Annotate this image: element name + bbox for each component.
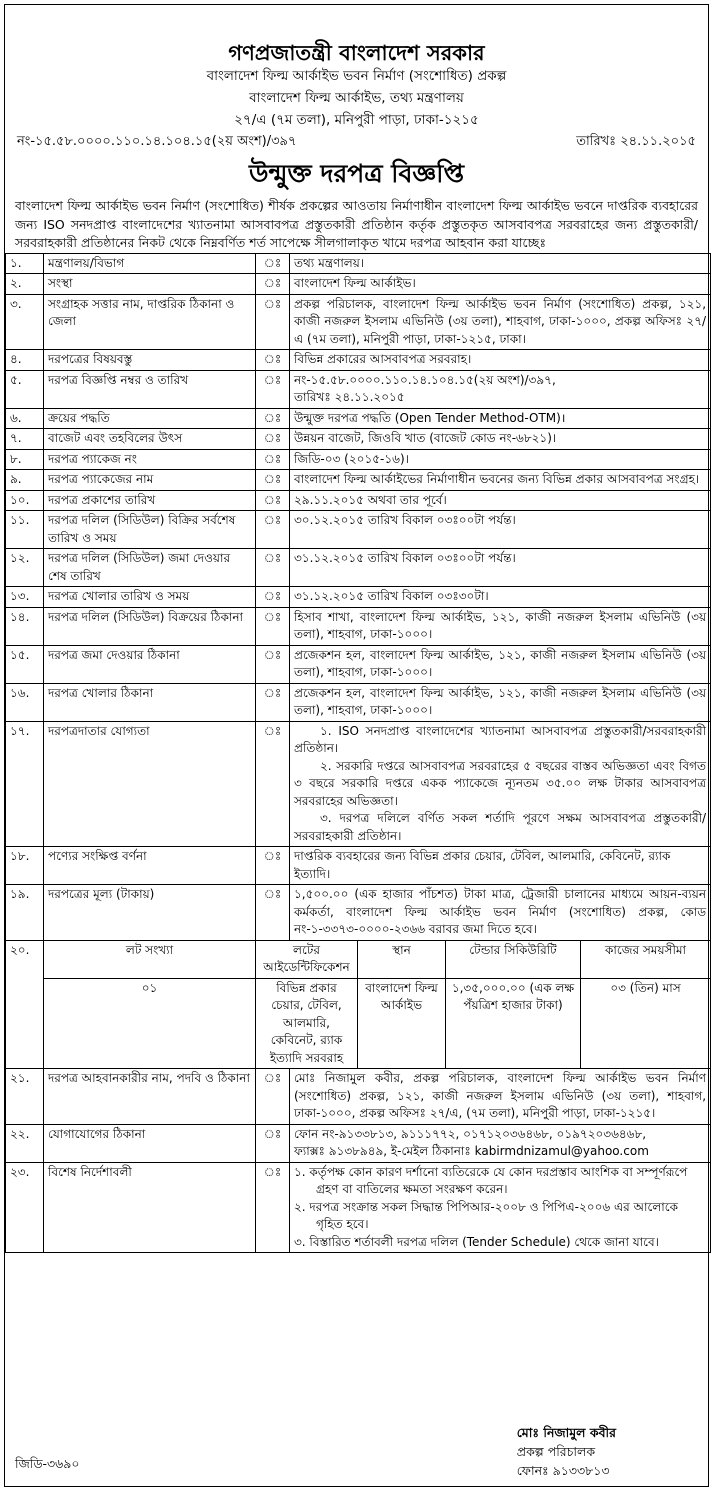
row-colon: ঃ	[256, 274, 290, 295]
row-colon: ঃ	[256, 294, 290, 350]
table-row-23	[6, 1162, 711, 1253]
row-value	[290, 511, 711, 549]
notice-title: উন্মুক্ত দরপত্র বিজ্ঞপ্তি	[248, 159, 464, 188]
row-label: দরপত্র প্যাকেজের নাম	[44, 470, 256, 491]
row-label: দরপত্র প্রকাশের তারিখ	[44, 490, 256, 511]
row-label: দরপত্র বিজ্ঞপ্তি নম্বর ও তারিখ	[44, 370, 256, 408]
row-value	[290, 607, 711, 645]
reference-line	[17, 131, 696, 153]
row-number: ১৫.	[6, 645, 44, 683]
row-value	[290, 294, 711, 350]
table-row	[6, 449, 711, 470]
row-colon: ঃ	[256, 449, 290, 470]
table-row	[6, 294, 711, 350]
email-link[interactable]: kabirmdnizamul@yahoo.com	[474, 1144, 649, 1158]
row-label: দরপত্র খোলার ঠিকানা	[44, 683, 256, 721]
intro-paragraph: বাংলাদেশ ফিল্ম আর্কাইভ ভবন নির্মাণ (সংশোধিত) শীর্ষক প্রকল্পের আওতায় নির্মাণাধীন বাংলাদেশ ফিল্ম আর্কাইভ ভবনে দাপ্তরিক ব্যবহারের জন্য ISO সনদপ্রাপ্ত বাংলাদেশের খ্যাতনামা আসবাবপত্র প্রস্তুতকারী প্রতিষ্ঠান কর্তৃক প্রস্তুতকৃত আসবাবপত্র সরবরাহের জন্য প্রস্তুতকারী/সরবরাহকারী প্রতিষ্ঠানের নিকট থেকে নিম্নবর্ণিত শর্ত সাপেক্ষে সীলগালাকৃত খামে দরপত্র আহবান করা যাচ্ছেঃ	[15, 198, 698, 250]
row-value	[290, 587, 711, 608]
tender-details-table	[5, 253, 711, 1254]
footer-code: জিডি-৩৬৯০	[15, 1456, 80, 1471]
row-colon: ঃ	[256, 470, 290, 491]
row-label: দরপত্রদাতার যোগ্যতা	[44, 721, 256, 847]
row-label: দরপত্র আহবানকারীর নাম, পদবি ও ঠিকানা	[44, 1069, 256, 1125]
lot-col-location: স্থান	[358, 940, 446, 978]
row-value-text: বাংলাদেশ ফিল্ম আর্কাইভ।	[294, 276, 416, 290]
row-number: ১৮.	[6, 847, 44, 885]
row-value-text: ২৯.১১.২০১৫ অথবা তার পূর্বে।	[294, 492, 447, 507]
row-colon: ঃ	[256, 549, 290, 587]
row-value-text: উন্নয়ন বাজেট, জিওবি খাত (বাজেট কোড নং-৬৮২১)।	[294, 431, 557, 445]
row-label: ক্রয়ের পদ্ধতি	[44, 408, 256, 429]
row-colon: ঃ	[256, 1124, 290, 1162]
row-colon: ঃ	[256, 721, 290, 847]
row-value-text: উন্মুক্ত দরপত্র পদ্ধতি (Open Tender Method-OTM)।	[294, 410, 566, 425]
row-number: ৩.	[6, 294, 44, 350]
row-label: দরপত্র প্যাকেজ নং	[44, 449, 256, 470]
row-number: ১২.	[6, 549, 44, 587]
lot-identification: বিভিন্ন প্রকার চেয়ার, টেবিল, আলমারি, কেবিনেট, র‍্যাক ইত্যাদি সরবরাহ	[256, 978, 358, 1069]
table-row-21	[6, 1069, 711, 1125]
row-number: ১০.	[6, 490, 44, 511]
row-label: দরপত্র দলিল (সিডিউল) বিক্রির সর্বশেষ তারিখ ও সময়	[44, 511, 256, 549]
row-number: ২১.	[6, 1069, 44, 1125]
row-label: বিশেষ নির্দেশাবলী	[44, 1162, 256, 1253]
table-row	[6, 429, 711, 450]
row-colon: ঃ	[256, 1162, 290, 1253]
qualification-item-3: ৩. দরপত্র দলিলে বর্ণিত সকল শর্তাদি পূরণে সক্ষম আসবাবপত্র প্রস্তুতকারী/সরবরাহকারী প্রতিষ্ঠান।	[294, 811, 707, 843]
row-value	[290, 549, 711, 587]
row-value	[290, 1124, 711, 1162]
row-value-text: প্রকল্প পরিচালক, বাংলাদেশ ফিল্ম আর্কাইভ ভবন নির্মাণ (সংশোধিত) প্রকল্প, ১২১, কাজী নজরুল ইসলাম এভিনিউ (৩য় তলা), শাহবাগ, ঢাকা-১০০০, প্রকল্প অফিসঃ ২৭/এ (৭ম তলা), মনিপুরী পাড়া, ঢাকা-১২১৫, ঢাকা।	[294, 296, 707, 346]
row-colon: ঃ	[256, 511, 290, 549]
table-row	[6, 253, 711, 274]
row-label: সংস্থা	[44, 274, 256, 295]
table-row	[6, 350, 711, 371]
table-row	[6, 587, 711, 608]
lot-col-identification: লটের আইডেন্টিফিকেশন	[256, 940, 358, 978]
row-number: ৫.	[6, 370, 44, 408]
row-value	[290, 408, 711, 429]
row-label: দরপত্র দলিল (সিডিউল) জমা দেওয়ার শেষ তারিখ	[44, 549, 256, 587]
row-label: বাজেট এবং তহবিলের উৎস	[44, 429, 256, 450]
instruction-item-3: ৩. বিস্তারিত শর্তাবলী দরপত্র দলিল (Tender Schedule) থেকে জানা যাবে।	[294, 1234, 659, 1249]
memo-number: নং-১৫.৫৮.০০০০.১১০.১৪.১০৪.১৫(২য় অংশ)/৩৯৭	[17, 134, 297, 149]
row-number: ৯.	[6, 470, 44, 491]
table-row	[6, 408, 711, 429]
row-value: দাপ্তরিক ব্যবহারের জন্য বিভিন্ন প্রকার চেয়ার, টেবিল, আলমারি, কেবিনেট, র‍্যাক ইত্যাদি।	[290, 847, 711, 885]
government-title: গণপ্রজাতন্ত্রী বাংলাদেশ সরকার	[228, 41, 485, 65]
table-row-19	[6, 885, 711, 941]
lot-duration: ০৩ (তিন) মাস	[581, 978, 711, 1069]
signatory-designation: প্রকল্প পরিচালক	[516, 1444, 596, 1459]
row-value	[290, 429, 711, 450]
row-value	[290, 490, 711, 511]
row-colon: ঃ	[256, 253, 290, 274]
table-row-22	[6, 1124, 711, 1162]
row-value: ১,৫০০.০০ (এক হাজার পাঁচশত) টাকা মাত্র, ট্রেজারী চালানের মাধ্যমে আয়ন-ব্যয়ন কর্মকর্তা, বাংলাদেশ ফিল্ম আর্কাইভ ভবন নির্মাণ (সংশোধিত) প্রকল্প, কোড নং-১-৩৩৭৩-০০০০-২৩৬৬ বরাবর জমা দিতে হবে।	[290, 885, 711, 941]
row-value: মোঃ নিজামুল কবীর, প্রকল্প পরিচালক, বাংলাদেশ ফিল্ম আর্কাইভ ভবন নির্মাণ (সংশোধিত) প্রকল্প, ১২১, কাজী নজরুল ইসলাম এভিনিউ (৩য় তলা), শাহবাগ, ঢাকা-১০০০, প্রকল্প অফিসঃ ২৭/এ, (৭ম তলা), মনিপুরী পাড়া, ঢাকা-১২১৫।	[290, 1069, 711, 1125]
qualification-item-2: ২. সরকারি দপ্তরে আসবাবপত্র সরবরাহের ৫ বছরের বাস্তব অভিজ্ঞতা এবং বিগত ৩ বছরে সরকারি দপ্তরে একক প্যাকেজে ন্যূনতম ৩৫.০০ লক্ষ টাকার আসবাবপত্র সরবরাহের অভিজ্ঞতা।	[294, 758, 707, 808]
row-colon: ঃ	[256, 587, 290, 608]
row-number: ১৬.	[6, 683, 44, 721]
row-value	[290, 274, 711, 295]
row-number: ৬.	[6, 408, 44, 429]
row-label: সংগ্রাহক সত্তার নাম, দাপ্তরিক ঠিকানা ও জেলা	[44, 294, 256, 350]
row-value-text: প্রজেকশন হল, বাংলাদেশ ফিল্ম আর্কাইভ, ১২১, কাজী নজরুল ইসলাম এভিনিউ (৩য় তলা), শাহবাগ, ঢাকা-১০০০।	[294, 647, 707, 679]
row-number: ১৩.	[6, 587, 44, 608]
table-row	[6, 683, 711, 721]
row-value	[290, 1162, 711, 1253]
row-colon: ঃ	[256, 1069, 290, 1125]
row-number: ২২.	[6, 1124, 44, 1162]
row-value	[290, 253, 711, 274]
row-value-text: নং-১৫.৫৮.০০০০.১১০.১৪.১০৪.১৫(২য় অংশ)/৩৯৭,	[294, 372, 556, 387]
row-colon: ঃ	[256, 370, 290, 408]
lot-header-row	[6, 940, 711, 978]
row-label: দরপত্র জমা দেওয়ার ঠিকানা	[44, 645, 256, 683]
table-row	[6, 549, 711, 587]
row-colon: ঃ	[256, 847, 290, 885]
row-number: ১.	[6, 253, 44, 274]
notice-date: তারিখঃ ২৪.১১.২০১৫	[576, 134, 696, 149]
ministry-name: বাংলাদেশ ফিল্ম আর্কাইভ, তথ্য মন্ত্রণালয়	[249, 90, 464, 106]
signatory-name: মোঃ নিজামুল কবীর	[516, 1425, 616, 1440]
row-value	[290, 683, 711, 721]
row-value-text: বাংলাদেশ ফিল্ম আর্কাইভের নির্মাণাধীন ভবনের জন্য বিভিন্ন প্রকার আসবাবপত্র সংগ্রহ।	[294, 472, 700, 486]
row-number: ১৯.	[6, 885, 44, 941]
table-row	[6, 370, 711, 408]
row-number: ৭.	[6, 429, 44, 450]
row-label: পণ্যের সংক্ষিপ্ত বর্ণনা	[44, 847, 256, 885]
signature-block	[517, 1423, 616, 1480]
row-label: দরপত্রের বিষয়বস্তু	[44, 350, 256, 371]
row-value-text: হিসাব শাখা, বাংলাদেশ ফিল্ম আর্কাইভ, ১২১, কাজী নজরুল ইসলাম এভিনিউ (৩য় তলা), শাহবাগ, ঢাকা-১০০০।	[294, 609, 707, 641]
row-value-text: ৩১.১২.২০১৫ তারিখ বিকাল ০৩ঃ৩০টা।	[294, 589, 489, 603]
row-label: দরপত্রের মূল্য (টাকায়)	[44, 885, 256, 941]
row-number: ১১.	[6, 511, 44, 549]
lot-location: বাংলাদেশ ফিল্ম আর্কাইভ	[358, 978, 446, 1069]
row-value-text: জিডি-০৩ (২০১৫-১৬)।	[294, 451, 409, 466]
row-colon: ঃ	[256, 429, 290, 450]
row-value-text: তথ্য মন্ত্রণালয়।	[294, 255, 365, 270]
contact-phones: ফোন নং-৯১৩৩৮১৩, ৯১১১৭৭২, ০১৭১২০৩৬৪৬৮, ০১৯৭২০৩৬৪৬৮,	[294, 1126, 647, 1141]
signatory-phone: ফোনঃ ৯১৩৩৮১৩	[516, 1463, 610, 1478]
row-label: দরপত্র দলিল (সিডিউল) বিক্রয়ের ঠিকানা	[44, 607, 256, 645]
row-number: ৪.	[6, 350, 44, 371]
table-row	[6, 607, 711, 645]
lot-security: ১,৩৫,০০০.০০ (এক লক্ষ পঁয়ত্রিশ হাজার টাকা)	[446, 978, 581, 1069]
row-colon: ঃ	[256, 350, 290, 371]
lot-col-security: টেন্ডার সিকিউরিটি	[446, 940, 581, 978]
table-row-17	[6, 721, 711, 847]
row-number: ৮.	[6, 449, 44, 470]
row-value-text: প্রজেকশন হল, বাংলাদেশ ফিল্ম আর্কাইভ, ১২১, কাজী নজরুল ইসলাম এভিনিউ (৩য় তলা), শাহবাগ, ঢাকা-১০০০।	[294, 685, 707, 717]
row-value	[290, 370, 711, 408]
row-number: ২৩.	[6, 1162, 44, 1253]
table-row	[6, 645, 711, 683]
office-address: ২৭/এ (৭ম তলা), মনিপুরী পাড়া, ঢাকা-১২১৫	[234, 112, 479, 128]
header	[5, 41, 708, 131]
row-colon: ঃ	[256, 607, 290, 645]
lot-col-duration: কাজের সময়সীমা	[581, 940, 711, 978]
project-name: বাংলাদেশ ফিল্ম আর্কাইভ ভবন নির্মাণ (সংশোধিত) প্রকল্প	[206, 68, 507, 84]
table-row	[6, 274, 711, 295]
lot-data-row	[6, 978, 711, 1069]
row-number: ২.	[6, 274, 44, 295]
row-label: মন্ত্রণালয়/বিভাগ	[44, 253, 256, 274]
tender-notice-page	[4, 4, 709, 1487]
row-number: ২০.	[6, 940, 44, 1069]
table-row	[6, 490, 711, 511]
row-colon: ঃ	[256, 490, 290, 511]
qualification-item-1: ১. ISO সনদপ্রাপ্ত বাংলাদেশের খ্যাতনামা আসবাবপত্র প্রস্তুতকারী/সরবরাহকারী প্রতিষ্ঠান।	[294, 723, 707, 755]
row-label: দরপত্র খোলার তারিখ ও সময়	[44, 587, 256, 608]
row-value-text: ৩০.১২.২০১৫ তারিখ বিকাল ০৩ঃ০০টা পর্যন্ত।	[294, 513, 516, 527]
lot-col-count: লট সংখ্যা	[44, 940, 256, 978]
row-value-text-2: তারিখঃ ২৪.১১.২০১৫	[294, 390, 405, 404]
row-value	[290, 645, 711, 683]
fax-label: ফ্যাক্সঃ ৯১৩৮৯৪৯, ই-মেইল ঠিকানাঃ	[294, 1144, 471, 1158]
row-value	[290, 470, 711, 491]
contact-fax-email	[294, 1143, 706, 1161]
row-value	[290, 721, 711, 847]
row-value-text: ৩১.১২.২০১৫ তারিখ বিকাল ০৩ঃ০০টা পর্যন্ত।	[294, 551, 516, 565]
row-colon: ঃ	[256, 683, 290, 721]
instruction-item-2: ২. দরপত্র সংক্রান্ত সকল সিদ্ধান্ত পিপিআর-২০০৮ ও পিপিএ-২০০৬ এর আলোকে গৃহিত হবে।	[294, 1199, 678, 1231]
lot-count: ০১	[44, 978, 256, 1069]
row-colon: ঃ	[256, 408, 290, 429]
row-label: যোগাযোগের ঠিকানা	[44, 1124, 256, 1162]
row-number: ১৪.	[6, 607, 44, 645]
row-number: ১৭.	[6, 721, 44, 847]
instruction-item-1: ১. কর্তৃপক্ষ কোন কারণ দর্শানো ব্যতিরেকে যে কোন দরপ্রস্তাব আংশিক বা সম্পূর্ণরূপে গ্রহণ বা বাতিলের ক্ষমতা সংরক্ষণ করেন।	[294, 1164, 688, 1196]
table-row-18	[6, 847, 711, 885]
row-colon: ঃ	[256, 645, 290, 683]
row-colon: ঃ	[256, 885, 290, 941]
table-row	[6, 511, 711, 549]
row-value	[290, 449, 711, 470]
row-value-text: বিভিন্ন প্রকারের আসবাবপত্র সরবরাহ।	[294, 352, 472, 366]
row-value	[290, 350, 711, 371]
table-row	[6, 470, 711, 491]
